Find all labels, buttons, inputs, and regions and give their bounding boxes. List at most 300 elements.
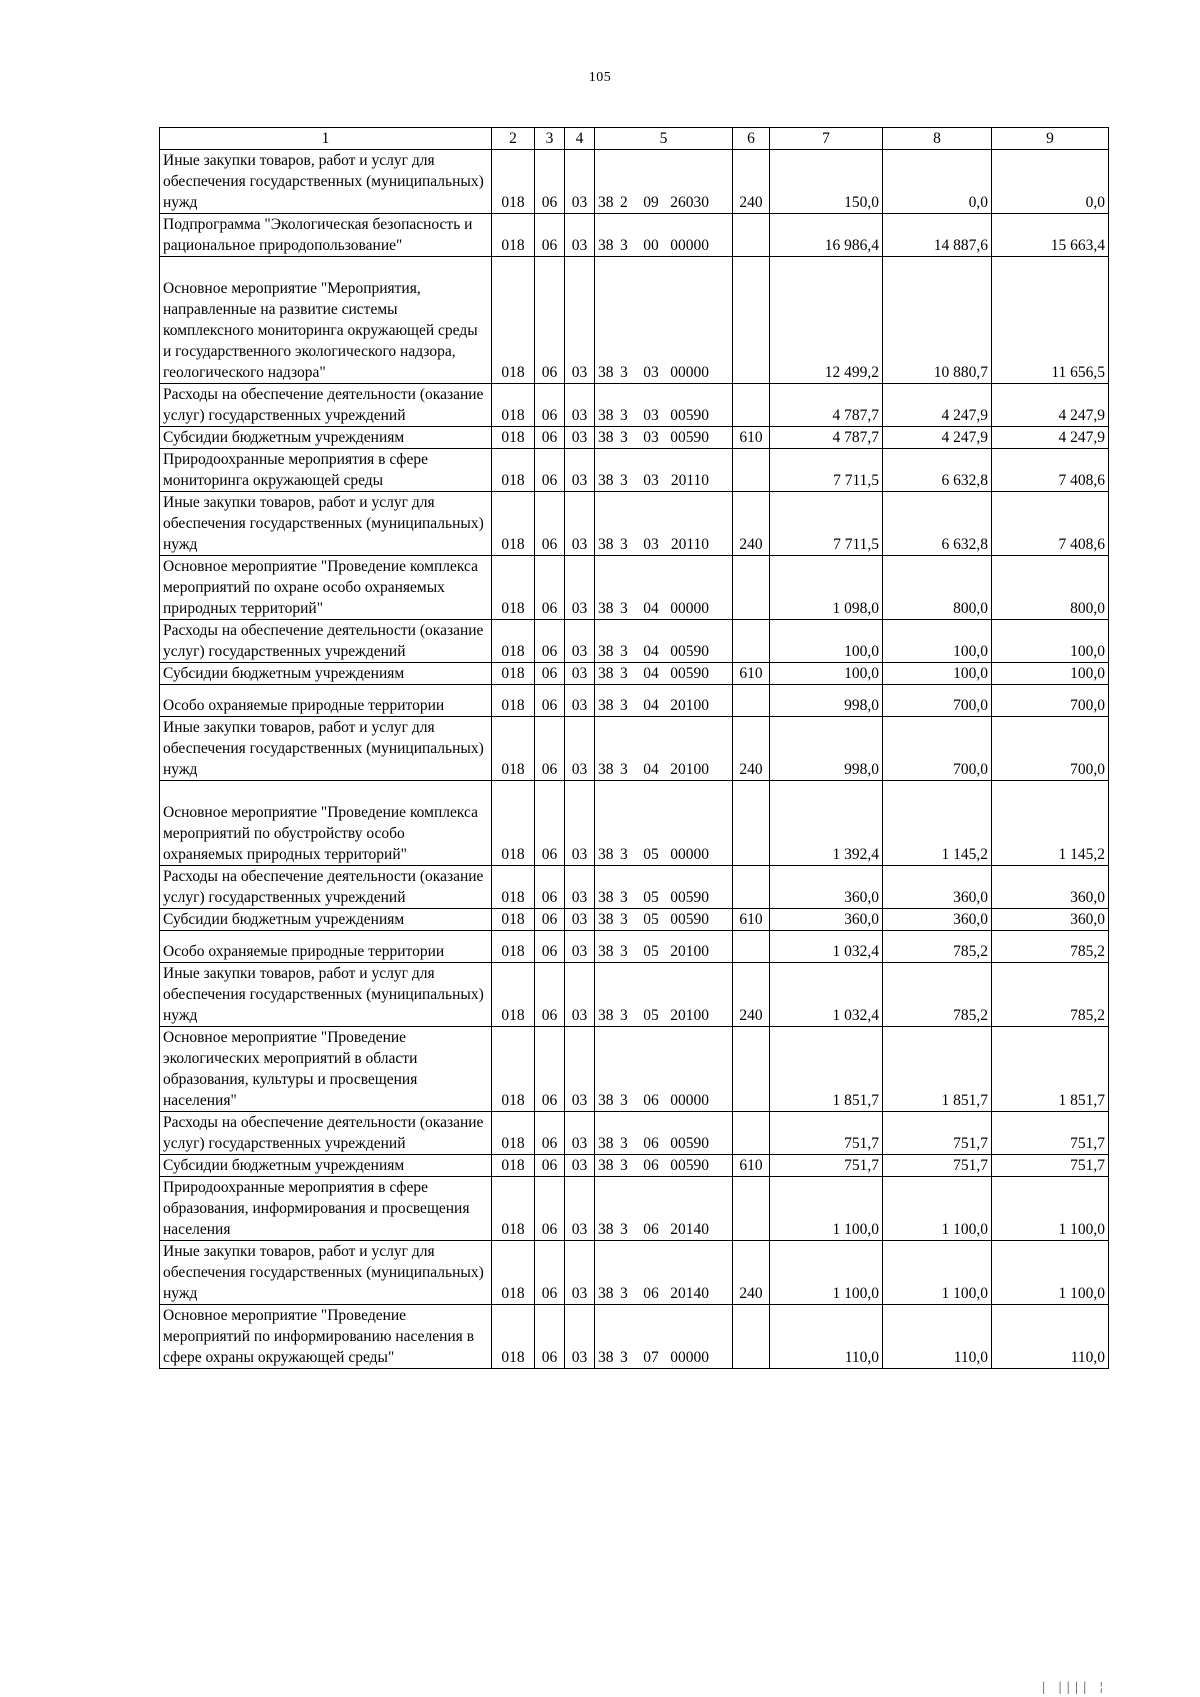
row-name: Расходы на обеспечение деятельности (оказание услуг) государственных учреждений (163, 1114, 484, 1152)
amount-year1-cell: 4 787,7 (770, 427, 883, 449)
target-article-part: 07 (643, 1349, 659, 1366)
table-row (160, 449, 1109, 492)
target-article-cell (595, 1241, 733, 1305)
target-article-part: 20100 (670, 761, 709, 778)
row-name: Субсидии бюджетным учреждениям (163, 1157, 405, 1174)
row-name: Природоохранные мероприятия в сфере образования, информирования и просвещения населения (163, 1179, 470, 1238)
amount-year2-cell: 800,0 (883, 556, 992, 620)
row-name: Иные закупки товаров, работ и услуг для обеспечения государственных (муниципальных) нужд (163, 719, 484, 778)
target-article-cell (595, 214, 733, 257)
ministry-code-cell: 018 (492, 781, 535, 866)
section-code-cell: 06 (535, 1027, 565, 1112)
table-row (160, 1027, 1109, 1112)
target-article-part: 00000 (670, 364, 709, 381)
target-article-part: 3 (620, 1092, 628, 1109)
section-code-cell: 06 (535, 214, 565, 257)
subsection-code-cell: 03 (565, 781, 595, 866)
amount-year1-cell: 100,0 (770, 620, 883, 663)
expense-type-cell (733, 214, 770, 257)
table-row (160, 963, 1109, 1027)
target-article-part: 3 (620, 1221, 628, 1238)
target-article-cell (595, 384, 733, 427)
target-article-part: 3 (620, 697, 628, 714)
amount-year3-cell: 785,2 (992, 963, 1109, 1027)
row-name: Субсидии бюджетным учреждениям (163, 911, 405, 928)
target-article-part: 00590 (670, 911, 709, 928)
ministry-code-cell: 018 (492, 685, 535, 717)
target-article-cell (595, 449, 733, 492)
target-article-part: 38 (598, 1007, 614, 1024)
target-article-part: 04 (643, 600, 659, 617)
target-article-cell (595, 150, 733, 214)
ministry-code-cell: 018 (492, 620, 535, 663)
amount-year1-cell: 751,7 (770, 1112, 883, 1155)
subsection-code-cell: 03 (565, 556, 595, 620)
target-article-part: 00590 (670, 1157, 709, 1174)
subsection-code-cell: 03 (565, 717, 595, 781)
amount-year2-cell: 1 851,7 (883, 1027, 992, 1112)
target-article-part: 00590 (670, 407, 709, 424)
row-name-cell (160, 556, 492, 620)
target-article-part: 38 (598, 429, 614, 446)
table-row (160, 384, 1109, 427)
ministry-code-cell: 018 (492, 909, 535, 931)
target-article-part: 38 (598, 665, 614, 682)
scan-artifact: | |||| ¦ (1040, 1680, 1106, 1694)
amount-year3-cell: 4 247,9 (992, 384, 1109, 427)
table-row (160, 1241, 1109, 1305)
amount-year1-cell: 1 100,0 (770, 1177, 883, 1241)
target-article-part: 38 (598, 472, 614, 489)
ministry-code-cell: 018 (492, 556, 535, 620)
section-code-cell: 06 (535, 866, 565, 909)
section-code-cell: 06 (535, 685, 565, 717)
amount-year3-cell: 1 145,2 (992, 781, 1109, 866)
amount-year1-cell: 12 499,2 (770, 257, 883, 384)
target-article-part: 3 (620, 237, 628, 254)
target-article-part: 38 (598, 697, 614, 714)
target-article-part: 05 (643, 943, 659, 960)
row-name: Основное мероприятие "Проведение комплекса мероприятий по обустройству особо охраняемых природных территорий" (163, 804, 478, 863)
amount-year3-cell: 4 247,9 (992, 427, 1109, 449)
section-code-cell: 06 (535, 1177, 565, 1241)
amount-year1-cell: 1 851,7 (770, 1027, 883, 1112)
amount-year2-cell: 4 247,9 (883, 427, 992, 449)
amount-year3-cell: 1 100,0 (992, 1177, 1109, 1241)
target-article-cell (595, 427, 733, 449)
target-article-part: 00 (643, 237, 659, 254)
target-article-part: 38 (598, 1092, 614, 1109)
row-name-cell (160, 909, 492, 931)
row-name: Особо охраняемые природные территории (163, 697, 445, 714)
target-article-part: 00000 (670, 600, 709, 617)
target-article-part: 04 (643, 643, 659, 660)
amount-year2-cell: 700,0 (883, 685, 992, 717)
section-code-cell: 06 (535, 1112, 565, 1155)
target-article-part: 38 (598, 1349, 614, 1366)
section-code-cell: 06 (535, 384, 565, 427)
target-article-part: 03 (643, 429, 659, 446)
target-article-part: 2 (620, 194, 628, 211)
amount-year1-cell: 360,0 (770, 909, 883, 931)
amount-year3-cell: 0,0 (992, 150, 1109, 214)
row-name: Природоохранные мероприятия в сфере мониторинга окружающей среды (163, 451, 428, 489)
target-article-part: 38 (598, 943, 614, 960)
target-article-part: 3 (620, 1135, 628, 1152)
row-name: Расходы на обеспечение деятельности (оказание услуг) государственных учреждений (163, 622, 484, 660)
target-article-part: 3 (620, 665, 628, 682)
section-code-cell: 06 (535, 150, 565, 214)
header-cell: 4 (565, 128, 595, 150)
header-cell: 3 (535, 128, 565, 150)
target-article-part: 38 (598, 643, 614, 660)
amount-year1-cell: 7 711,5 (770, 492, 883, 556)
target-article-part: 06 (643, 1092, 659, 1109)
target-article-part: 3 (620, 407, 628, 424)
amount-year3-cell: 785,2 (992, 931, 1109, 963)
expense-type-cell: 610 (733, 427, 770, 449)
expense-type-cell: 240 (733, 150, 770, 214)
target-article-part: 05 (643, 911, 659, 928)
subsection-code-cell: 03 (565, 1177, 595, 1241)
expense-type-cell (733, 257, 770, 384)
section-code-cell: 06 (535, 1305, 565, 1369)
subsection-code-cell: 03 (565, 866, 595, 909)
row-name-cell (160, 963, 492, 1027)
target-article-part: 3 (620, 472, 628, 489)
subsection-code-cell: 03 (565, 492, 595, 556)
ministry-code-cell: 018 (492, 1155, 535, 1177)
table-row (160, 492, 1109, 556)
ministry-code-cell: 018 (492, 214, 535, 257)
amount-year3-cell: 100,0 (992, 663, 1109, 685)
budget-table (159, 127, 1109, 1369)
row-name: Особо охраняемые природные территории (163, 943, 445, 960)
amount-year3-cell: 700,0 (992, 685, 1109, 717)
amount-year2-cell: 6 632,8 (883, 492, 992, 556)
row-name: Иные закупки товаров, работ и услуг для обеспечения государственных (муниципальных) нужд (163, 965, 484, 1024)
subsection-code-cell: 03 (565, 620, 595, 663)
amount-year3-cell: 360,0 (992, 909, 1109, 931)
target-article-part: 3 (620, 846, 628, 863)
target-article-part: 20140 (670, 1285, 709, 1302)
target-article-part: 06 (643, 1285, 659, 1302)
row-name-cell (160, 1027, 492, 1112)
ministry-code-cell: 018 (492, 663, 535, 685)
target-article-part: 38 (598, 194, 614, 211)
row-name-cell (160, 620, 492, 663)
subsection-code-cell: 03 (565, 1112, 595, 1155)
subsection-code-cell: 03 (565, 257, 595, 384)
expense-type-cell (733, 556, 770, 620)
expense-type-cell (733, 1027, 770, 1112)
target-article-cell (595, 257, 733, 384)
target-article-part: 04 (643, 665, 659, 682)
section-code-cell: 06 (535, 427, 565, 449)
expense-type-cell: 610 (733, 663, 770, 685)
table-row (160, 866, 1109, 909)
target-article-part: 05 (643, 1007, 659, 1024)
target-article-part: 20100 (670, 943, 709, 960)
table-row (160, 427, 1109, 449)
expense-type-cell (733, 620, 770, 663)
ministry-code-cell: 018 (492, 150, 535, 214)
ministry-code-cell: 018 (492, 717, 535, 781)
section-code-cell: 06 (535, 257, 565, 384)
row-name: Иные закупки товаров, работ и услуг для обеспечения государственных (муниципальных) нужд (163, 1243, 484, 1302)
row-name-cell (160, 663, 492, 685)
target-article-part: 20110 (670, 472, 709, 489)
row-name-cell (160, 384, 492, 427)
table-row (160, 717, 1109, 781)
target-article-part: 38 (598, 889, 614, 906)
expense-type-cell: 610 (733, 909, 770, 931)
table-row (160, 663, 1109, 685)
header-cell: 2 (492, 128, 535, 150)
target-article-cell (595, 663, 733, 685)
target-article-part: 3 (620, 943, 628, 960)
amount-year3-cell: 7 408,6 (992, 492, 1109, 556)
amount-year3-cell: 1 100,0 (992, 1241, 1109, 1305)
ministry-code-cell: 018 (492, 492, 535, 556)
row-name-cell (160, 1241, 492, 1305)
amount-year2-cell: 110,0 (883, 1305, 992, 1369)
target-article-cell (595, 781, 733, 866)
amount-year1-cell: 1 392,4 (770, 781, 883, 866)
target-article-cell (595, 1027, 733, 1112)
table-header-row (160, 128, 1109, 150)
target-article-part: 05 (643, 846, 659, 863)
row-name: Субсидии бюджетным учреждениям (163, 429, 405, 446)
expense-type-cell: 240 (733, 717, 770, 781)
amount-year3-cell: 11 656,5 (992, 257, 1109, 384)
row-name-cell (160, 427, 492, 449)
target-article-part: 04 (643, 697, 659, 714)
table-row (160, 909, 1109, 931)
amount-year2-cell: 700,0 (883, 717, 992, 781)
row-name: Основное мероприятие "Проведение мероприятий по информированию населения в сфере охраны окружающей среды" (163, 1307, 475, 1366)
subsection-code-cell: 03 (565, 427, 595, 449)
ministry-code-cell: 018 (492, 1027, 535, 1112)
section-code-cell: 06 (535, 449, 565, 492)
section-code-cell: 06 (535, 717, 565, 781)
target-article-part: 38 (598, 911, 614, 928)
expense-type-cell (733, 1112, 770, 1155)
amount-year2-cell: 1 100,0 (883, 1177, 992, 1241)
expense-type-cell: 610 (733, 1155, 770, 1177)
target-article-part: 3 (620, 536, 628, 553)
row-name-cell (160, 1305, 492, 1369)
section-code-cell: 06 (535, 663, 565, 685)
target-article-cell (595, 1177, 733, 1241)
target-article-cell (595, 492, 733, 556)
amount-year3-cell: 360,0 (992, 866, 1109, 909)
header-cell: 8 (883, 128, 992, 150)
amount-year2-cell: 1 145,2 (883, 781, 992, 866)
amount-year2-cell: 785,2 (883, 963, 992, 1027)
header-cell: 5 (595, 128, 733, 150)
expense-type-cell (733, 781, 770, 866)
page-number: 105 (588, 70, 612, 85)
section-code-cell: 06 (535, 909, 565, 931)
subsection-code-cell: 03 (565, 909, 595, 931)
target-article-cell (595, 866, 733, 909)
amount-year1-cell: 7 711,5 (770, 449, 883, 492)
amount-year2-cell: 100,0 (883, 663, 992, 685)
ministry-code-cell: 018 (492, 1112, 535, 1155)
table-row (160, 685, 1109, 717)
target-article-part: 38 (598, 407, 614, 424)
ministry-code-cell: 018 (492, 963, 535, 1027)
expense-type-cell (733, 1305, 770, 1369)
row-name: Расходы на обеспечение деятельности (оказание услуг) государственных учреждений (163, 386, 484, 424)
target-article-part: 3 (620, 1007, 628, 1024)
target-article-part: 20110 (670, 536, 709, 553)
header-cell: 7 (770, 128, 883, 150)
target-article-part: 38 (598, 1285, 614, 1302)
table-row (160, 620, 1109, 663)
subsection-code-cell: 03 (565, 449, 595, 492)
row-name-cell (160, 449, 492, 492)
target-article-part: 38 (598, 600, 614, 617)
target-article-part: 03 (643, 472, 659, 489)
row-spacer (163, 931, 488, 941)
target-article-part: 00000 (670, 1092, 709, 1109)
target-article-cell (595, 909, 733, 931)
amount-year1-cell: 1 098,0 (770, 556, 883, 620)
table-row (160, 1112, 1109, 1155)
ministry-code-cell: 018 (492, 931, 535, 963)
target-article-part: 06 (643, 1157, 659, 1174)
row-spacer (163, 781, 488, 802)
target-article-part: 3 (620, 429, 628, 446)
row-name: Иные закупки товаров, работ и услуг для обеспечения государственных (муниципальных) нужд (163, 152, 484, 211)
amount-year3-cell: 751,7 (992, 1155, 1109, 1177)
target-article-part: 03 (643, 536, 659, 553)
ministry-code-cell: 018 (492, 257, 535, 384)
target-article-part: 09 (643, 194, 659, 211)
target-article-part: 00590 (670, 643, 709, 660)
target-article-part: 3 (620, 1349, 628, 1366)
header-cell: 6 (733, 128, 770, 150)
amount-year3-cell: 1 851,7 (992, 1027, 1109, 1112)
subsection-code-cell: 03 (565, 931, 595, 963)
header-cell: 1 (160, 128, 492, 150)
expense-type-cell (733, 384, 770, 427)
target-article-part: 38 (598, 364, 614, 381)
target-article-part: 03 (643, 364, 659, 381)
target-article-cell (595, 685, 733, 717)
target-article-part: 3 (620, 911, 628, 928)
expense-type-cell: 240 (733, 492, 770, 556)
row-name-cell (160, 150, 492, 214)
target-article-part: 00000 (670, 1349, 709, 1366)
subsection-code-cell: 03 (565, 214, 595, 257)
amount-year1-cell: 150,0 (770, 150, 883, 214)
target-article-part: 00000 (670, 846, 709, 863)
target-article-cell (595, 931, 733, 963)
target-article-part: 20100 (670, 1007, 709, 1024)
amount-year2-cell: 785,2 (883, 931, 992, 963)
expense-type-cell (733, 866, 770, 909)
row-name-cell (160, 214, 492, 257)
table-row (160, 931, 1109, 963)
row-name: Подпрограмма "Экологическая безопасность и рациональное природопользование" (163, 216, 473, 254)
subsection-code-cell: 03 (565, 1241, 595, 1305)
target-article-part: 3 (620, 1285, 628, 1302)
amount-year1-cell: 16 986,4 (770, 214, 883, 257)
table-row (160, 257, 1109, 384)
subsection-code-cell: 03 (565, 1027, 595, 1112)
subsection-code-cell: 03 (565, 963, 595, 1027)
target-article-part: 00590 (670, 1135, 709, 1152)
row-name: Основное мероприятие "Проведение комплекса мероприятий по охране особо охраняемых природных территорий" (163, 558, 478, 617)
target-article-part: 04 (643, 761, 659, 778)
amount-year1-cell: 751,7 (770, 1155, 883, 1177)
target-article-part: 06 (643, 1221, 659, 1238)
amount-year2-cell: 360,0 (883, 909, 992, 931)
target-article-part: 06 (643, 1135, 659, 1152)
amount-year1-cell: 1 032,4 (770, 963, 883, 1027)
target-article-part: 38 (598, 1157, 614, 1174)
target-article-part: 20100 (670, 697, 709, 714)
subsection-code-cell: 03 (565, 384, 595, 427)
amount-year1-cell: 998,0 (770, 685, 883, 717)
section-code-cell: 06 (535, 931, 565, 963)
ministry-code-cell: 018 (492, 1241, 535, 1305)
target-article-part: 38 (598, 1135, 614, 1152)
row-name-cell (160, 685, 492, 717)
amount-year1-cell: 4 787,7 (770, 384, 883, 427)
target-article-part: 00590 (670, 429, 709, 446)
expense-type-cell: 240 (733, 1241, 770, 1305)
target-article-cell (595, 963, 733, 1027)
target-article-part: 26030 (670, 194, 709, 211)
section-code-cell: 06 (535, 620, 565, 663)
section-code-cell: 06 (535, 963, 565, 1027)
row-name-cell (160, 866, 492, 909)
amount-year1-cell: 110,0 (770, 1305, 883, 1369)
section-code-cell: 06 (535, 781, 565, 866)
amount-year3-cell: 7 408,6 (992, 449, 1109, 492)
ministry-code-cell: 018 (492, 427, 535, 449)
ministry-code-cell: 018 (492, 449, 535, 492)
row-spacer (163, 257, 488, 278)
target-article-cell (595, 556, 733, 620)
row-name: Основное мероприятие "Мероприятия, направленные на развитие системы комплексного мониторинга окружающей среды и государственного экологического надзора, геологического надзора" (163, 280, 478, 381)
row-name-cell (160, 781, 492, 866)
amount-year2-cell: 751,7 (883, 1112, 992, 1155)
row-spacer (163, 685, 488, 695)
ministry-code-cell: 018 (492, 1177, 535, 1241)
subsection-code-cell: 03 (565, 150, 595, 214)
amount-year1-cell: 360,0 (770, 866, 883, 909)
expense-type-cell (733, 931, 770, 963)
target-article-part: 38 (598, 846, 614, 863)
amount-year3-cell: 110,0 (992, 1305, 1109, 1369)
table-row (160, 150, 1109, 214)
target-article-part: 00000 (670, 237, 709, 254)
amount-year2-cell: 1 100,0 (883, 1241, 992, 1305)
row-name-cell (160, 1155, 492, 1177)
target-article-cell (595, 1305, 733, 1369)
ministry-code-cell: 018 (492, 866, 535, 909)
row-name-cell (160, 931, 492, 963)
target-article-cell (595, 620, 733, 663)
expense-type-cell (733, 1177, 770, 1241)
target-article-part: 3 (620, 364, 628, 381)
target-article-part: 38 (598, 237, 614, 254)
